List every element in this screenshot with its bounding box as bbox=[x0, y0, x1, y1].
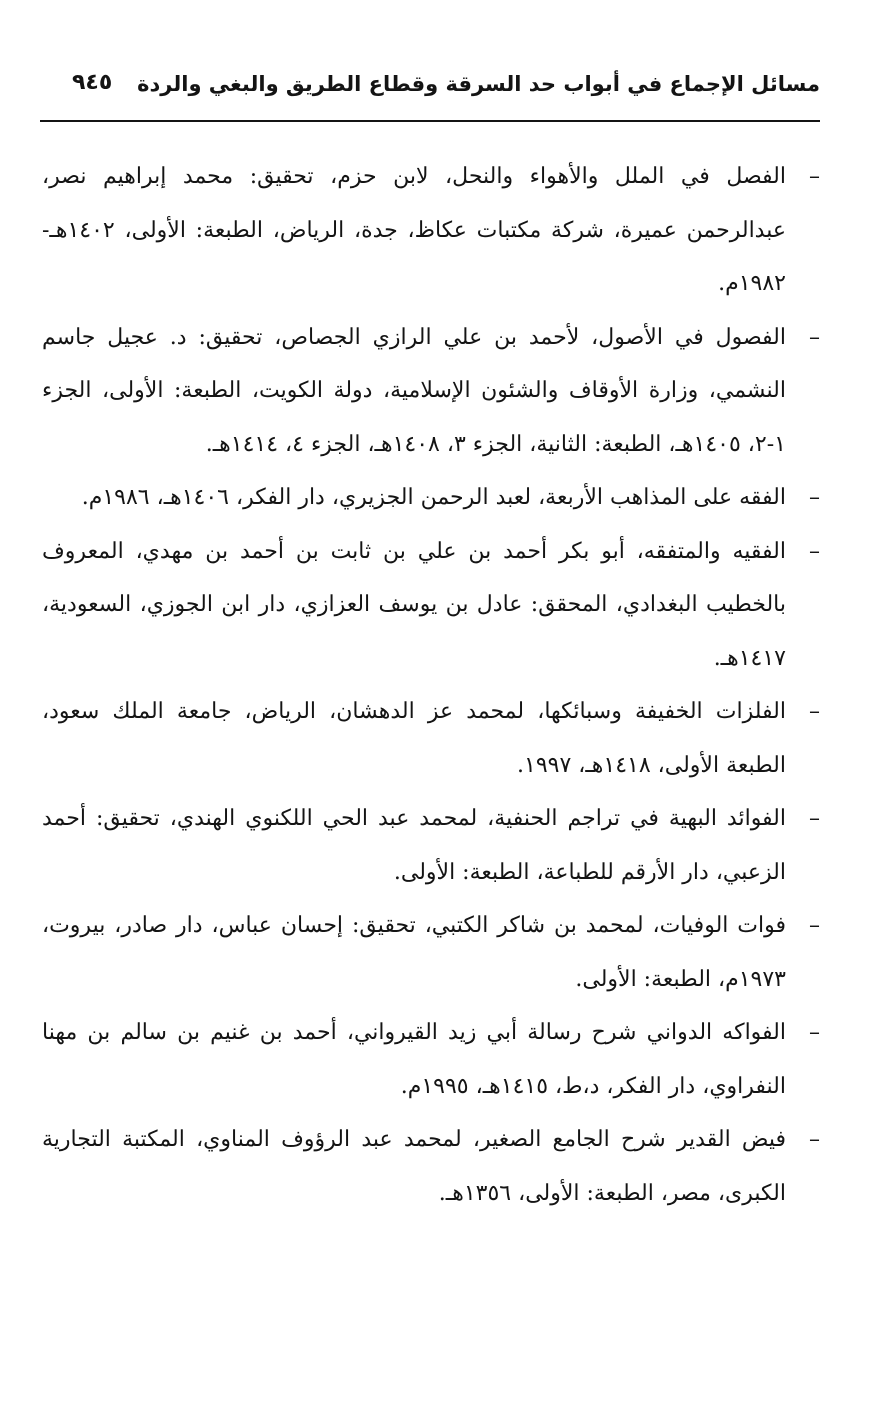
bibliography-entry bbox=[42, 792, 820, 899]
entry-text: الفصول في الأصول، لأحمد بن علي الرازي الجصاص، تحقيق: د. عجيل جاسم النشمي، وزارة الأوقاف والشئون الإسلامية، دولة الكويت، الطبعة: الأولى، الجزء ١-٢، ١٤٠٥هـ، الطبعة: الثانية، الجزء ٣، ١٤٠٨هـ، الجزء ٤، ١٤١٤هـ. bbox=[42, 324, 786, 457]
bibliography-entry bbox=[42, 1006, 820, 1113]
entry-dash: – bbox=[809, 806, 820, 831]
entry-text: الفلزات الخفيفة وسبائكها، لمحمد عز الدهشان، الرياض، جامعة الملك سعود، الطبعة الأولى، ١٤١٨هـ، ١٩٩٧. bbox=[42, 699, 786, 778]
bibliography-entry bbox=[42, 150, 820, 311]
entry-text: فوات الوفيات، لمحمد بن شاكر الكتبي، تحقيق: إحسان عباس، دار صادر، بيروت، ١٩٧٣م، الطبعة: الأولى. bbox=[42, 913, 786, 992]
entry-dash: – bbox=[809, 699, 820, 724]
entry-dash: – bbox=[809, 485, 820, 510]
page-header bbox=[40, 60, 820, 118]
header-rule bbox=[40, 120, 820, 122]
entry-dash: – bbox=[809, 164, 820, 189]
entry-text: الفصل في الملل والأهواء والنحل، لابن حزم، تحقيق: محمد إبراهيم نصر، عبدالرحمن عميرة، شركة مكتبات عكاظ، جدة، الرياض، الطبعة: الأولى، ١٤٠٢هـ- ١٩٨٢م. bbox=[42, 164, 787, 296]
entry-dash: – bbox=[809, 324, 820, 350]
bibliography-entry bbox=[42, 685, 820, 792]
bibliography-entry bbox=[42, 471, 820, 525]
bibliography-entry bbox=[42, 311, 820, 472]
entry-dash: – bbox=[809, 1127, 820, 1152]
bibliography-entry bbox=[42, 1113, 820, 1220]
entry-text: الفواكه الدواني شرح رسالة أبي زيد القيرواني، أحمد بن غنيم بن سالم بن مهنا النفراوي، دار الفكر، د،ط، ١٤١٥هـ، ١٩٩٥م. bbox=[42, 1020, 786, 1099]
bibliography-entry bbox=[42, 525, 820, 686]
entry-dash: – bbox=[809, 1020, 820, 1045]
bibliography-list bbox=[42, 150, 820, 1220]
entry-dash: – bbox=[809, 913, 820, 938]
page-number: ٩٤٥ bbox=[72, 70, 113, 95]
entry-text: الفقيه والمتفقه، أبو بكر أحمد بن علي بن ثابت بن أحمد بن مهدي، المعروف بالخطيب البغدادي، المحقق: عادل بن يوسف العزازي، دار ابن الجوزي، السعودية، ١٤١٧هـ. bbox=[42, 538, 786, 671]
entry-text: فيض القدير شرح الجامع الصغير، لمحمد عبد الرؤوف المناوي، المكتبة التجارية الكبرى، مصر، الطبعة: الأولى، ١٣٥٦هـ. bbox=[42, 1127, 786, 1206]
entry-text: الفقه على المذاهب الأربعة، لعبد الرحمن الجزيري، دار الفكر، ١٤٠٦هـ، ١٩٨٦م. bbox=[81, 485, 786, 510]
running-title: مسائل الإجماع في أبواب حد السرقة وقطاع الطريق والبغي والردة bbox=[137, 72, 820, 96]
entry-dash: – bbox=[809, 538, 820, 564]
bibliography-entry bbox=[42, 899, 820, 1006]
entry-text: الفوائد البهية في تراجم الحنفية، لمحمد عبد الحي اللكنوي الهندي، تحقيق: أحمد الزعبي، دار الأرقم للطباعة، الطبعة: الأولى. bbox=[42, 806, 786, 885]
